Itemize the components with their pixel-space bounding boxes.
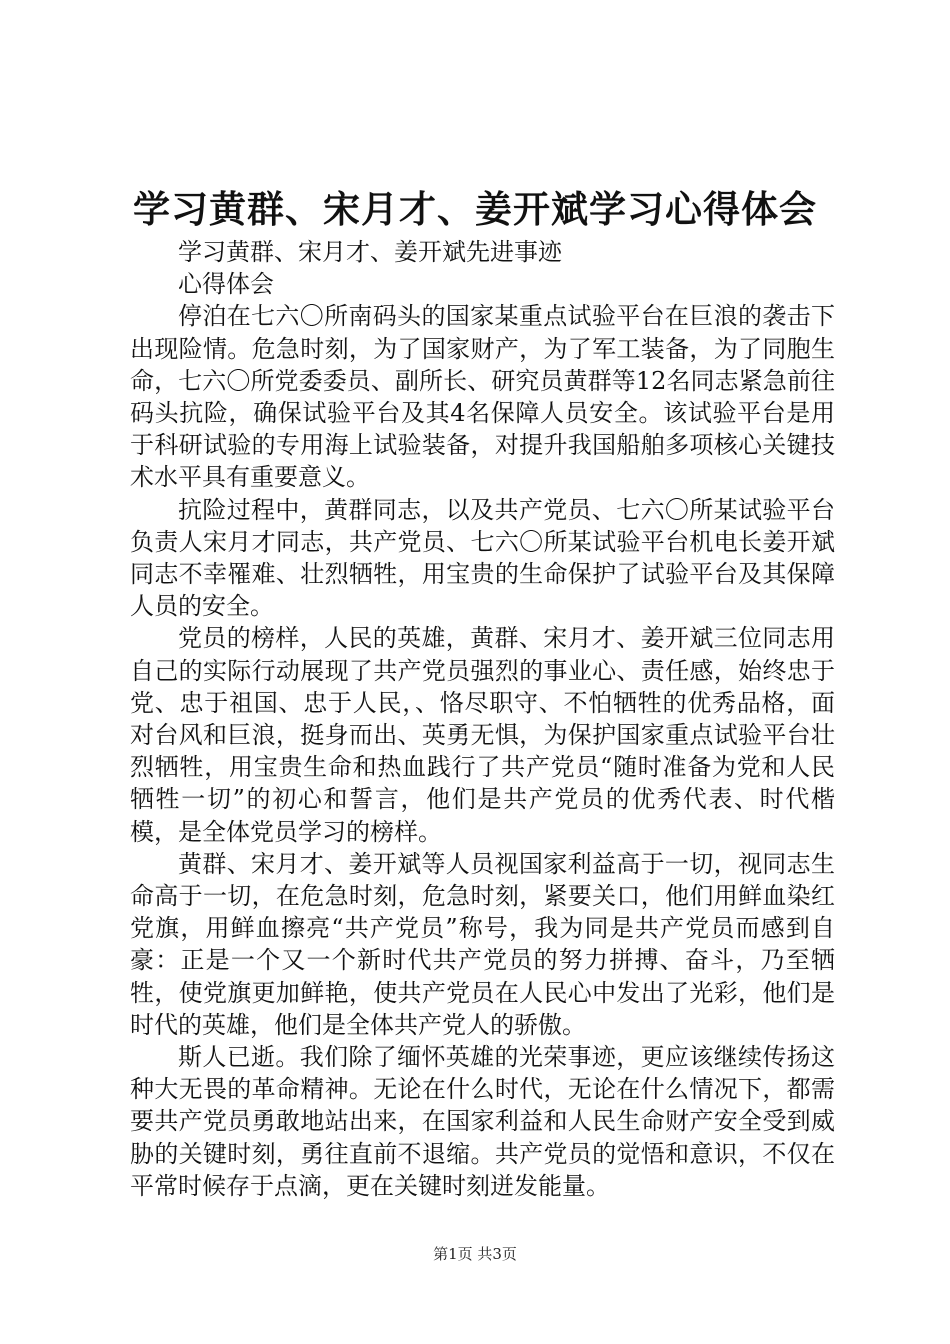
subtitle-line-1: 学习黄群、宋月才、姜开斌先进事迹 [178,238,562,266]
page-number-footer: 第1页 共3页 [433,1245,517,1263]
document-body [130,236,835,1202]
subtitle-line-2: 心得体会 [178,270,274,299]
paragraph-1: 停泊在七六〇所南码头的国家某重点试验平台在巨浪的袭击下出现险情。危急时刻，为了国家财产，为了军工装备，为了同胞生命，七六〇所党委委员、副所长、研究员黄群等12名同志紧急前往码头抗险，确保试验平台及其4名保障人员安全。该试验平台是用于科研试验的专用海上试验装备，对提升我国船舶多项核心关键技术水平具有重要意义。 [130,302,835,492]
paragraph-5: 斯人已逝。我们除了缅怀英雄的光荣事迹，更应该继续传扬这种大无畏的革命精神。无论在什么时代，无论在什么情况下，都需要共产党员勇敢地站出来，在国家利益和人民生命财产安全受到威胁的关键时刻，勇往直前不退缩。共产党员的觉悟和意识，不仅在平常时候存于点滴，更在关键时刻迸发能量。 [130,1043,835,1200]
paragraph-3: 党员的榜样，人民的英雄，黄群、宋月才、姜开斌三位同志用自己的实际行动展现了共产党员强烈的事业心、责任感，始终忠于党、忠于祖国、忠于人民，、恪尽职守、不怕牺牲的优秀品格，面对台风和巨浪，挺身而出、英勇无惧，为保护国家重点试验平台壮烈牺牲，用宝贵生命和热血践行了共产党员“随时准备为党和人民牺牲一切”的初心和誓言，他们是共产党员的优秀代表、时代楷模，是全体党员学习的榜样。 [130,624,835,846]
paragraph-4: 黄群、宋月才、姜开斌等人员视国家利益高于一切，视同志生命高于一切，在危急时刻，危急时刻，紧要关口，他们用鲜血染红党旗，用鲜血擦亮“共产党员”称号，我为同是共产党员而感到自豪：正是一个又一个新时代共产党员的努力拼搏、奋斗，乃至牺牲，使党旗更加鲜艳，使共产党员在人民心中发出了光彩，他们是时代的英雄，他们是全体共产党人的骄傲。 [130,849,835,1039]
document-title: 学习黄群、宋月才、姜开斌学习心得体会 [133,187,817,231]
paragraph-2: 抗险过程中，黄群同志，以及共产党员、七六〇所某试验平台负责人宋月才同志，共产党员、七六〇所某试验平台机电长姜开斌同志不幸罹难、壮烈牺牲，用宝贵的生命保护了试验平台及其保障人员的安全。 [130,495,835,621]
